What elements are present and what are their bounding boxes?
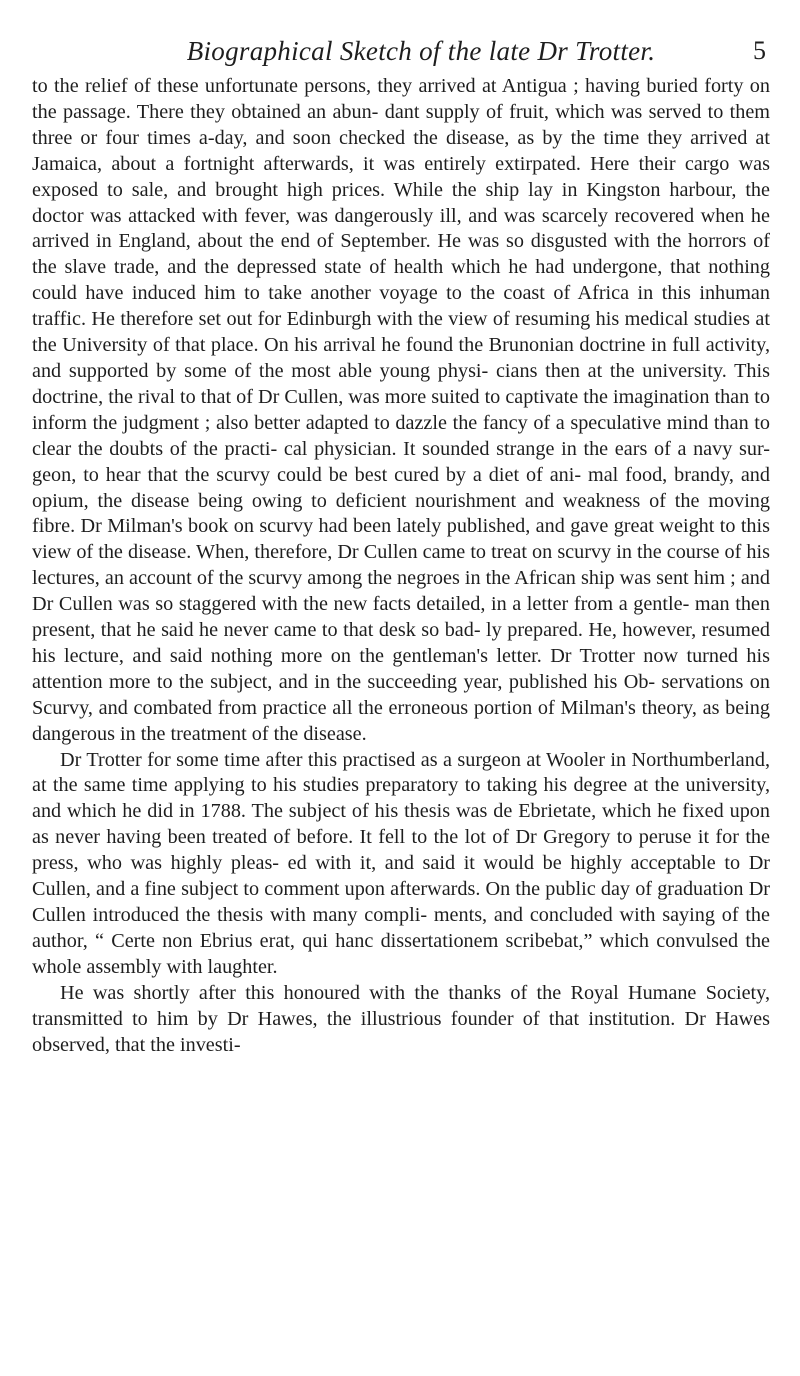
- paragraph-2: Dr Trotter for some time after this practised as a surgeon at Wooler in Northumberland, at the same time applying to his studies preparatory to taking his degree at the university, and which he did in 1788. The subject of his thesis was de Ebrietate, which he fixed upon as never having been treated of before. It fell to the lot of Dr Gregory to peruse it for the press, who was highly pleas- ed with it, and said it would be highly acceptable to Dr Cullen, and a fine subject to comment upon afterwards. On the public day of graduation Dr Cullen introduced the thesis with many compli- ments, and concluded with saying of the author, “ Certe non Ebrius erat, qui hanc dissertationem scribebat,” which convulsed the whole assembly with laughter.: [32, 748, 770, 978]
- running-title: Biographical Sketch of the late Dr Trotter.: [186, 36, 656, 66]
- running-header: [32, 30, 770, 72]
- paragraph-3: He was shortly after this honoured with the thanks of the Royal Humane Society, transmitted to him by Dr Hawes, the illustrious founder of that institution. Dr Hawes observed, that the investi-: [32, 981, 770, 1056]
- body-text: [32, 74, 770, 1058]
- paragraph-1: to the relief of these unfortunate persons, they arrived at Antigua ; having buried forty on the passage. There they obtained an abun- dant supply of fruit, which was served to them three or four times a-day, and soon checked the disease, as by the time they arrived at Jamaica, about a fortnight afterwards, it was entirely extirpated. Here their cargo was exposed to sale, and brought high prices. While the ship lay in Kingston harbour, the doctor was attacked with fever, was dangerously ill, and was scarcely recovered when he arrived in England, about the end of September. He was so disgusted with the horrors of the slave trade, and the depressed state of health which he had undergone, that nothing could have induced him to take another voyage to the coast of Africa in this inhuman traffic. He therefore set out for Edinburgh with the view of resuming his medical studies at the University of that place. On his arrival he found the Brunonian doctrine in full activity, and supported by some of the most able young physi- cians then at the university. This doctrine, the rival to that of Dr Cullen, was more suited to captivate the imagination than to inform the judgment ; also better adapted to dazzle the fancy of a speculative mind than to clear the doubts of the practi- cal physician. It sounded strange in the ears of a navy sur- geon, to hear that the scurvy could be best cured by a diet of ani- mal food, brandy, and opium, the disease being owing to deficient nourishment and weakness of the moving fibre. Dr Milman's book on scurvy had been lately published, and gave great weight to this view of the disease. When, therefore, Dr Cullen came to treat on scurvy in the course of his lectures, an account of the scurvy among the negroes in the African ship was sent him ; and Dr Cullen was so staggered with the new facts detailed, in a letter from a gentle- man then present, that he said he never came to that desk so bad- ly prepared. He, however, resumed his lecture, and said nothing more on the gentleman's letter. Dr Trotter now turned his attention more to the subject, and in the succeeding year, published his Ob- servations on Scurvy, and combated from practice all the erroneous portion of Milman's theory, as being dangerous in the treatment of the disease.: [32, 75, 770, 745]
- page-number: 5: [753, 36, 766, 65]
